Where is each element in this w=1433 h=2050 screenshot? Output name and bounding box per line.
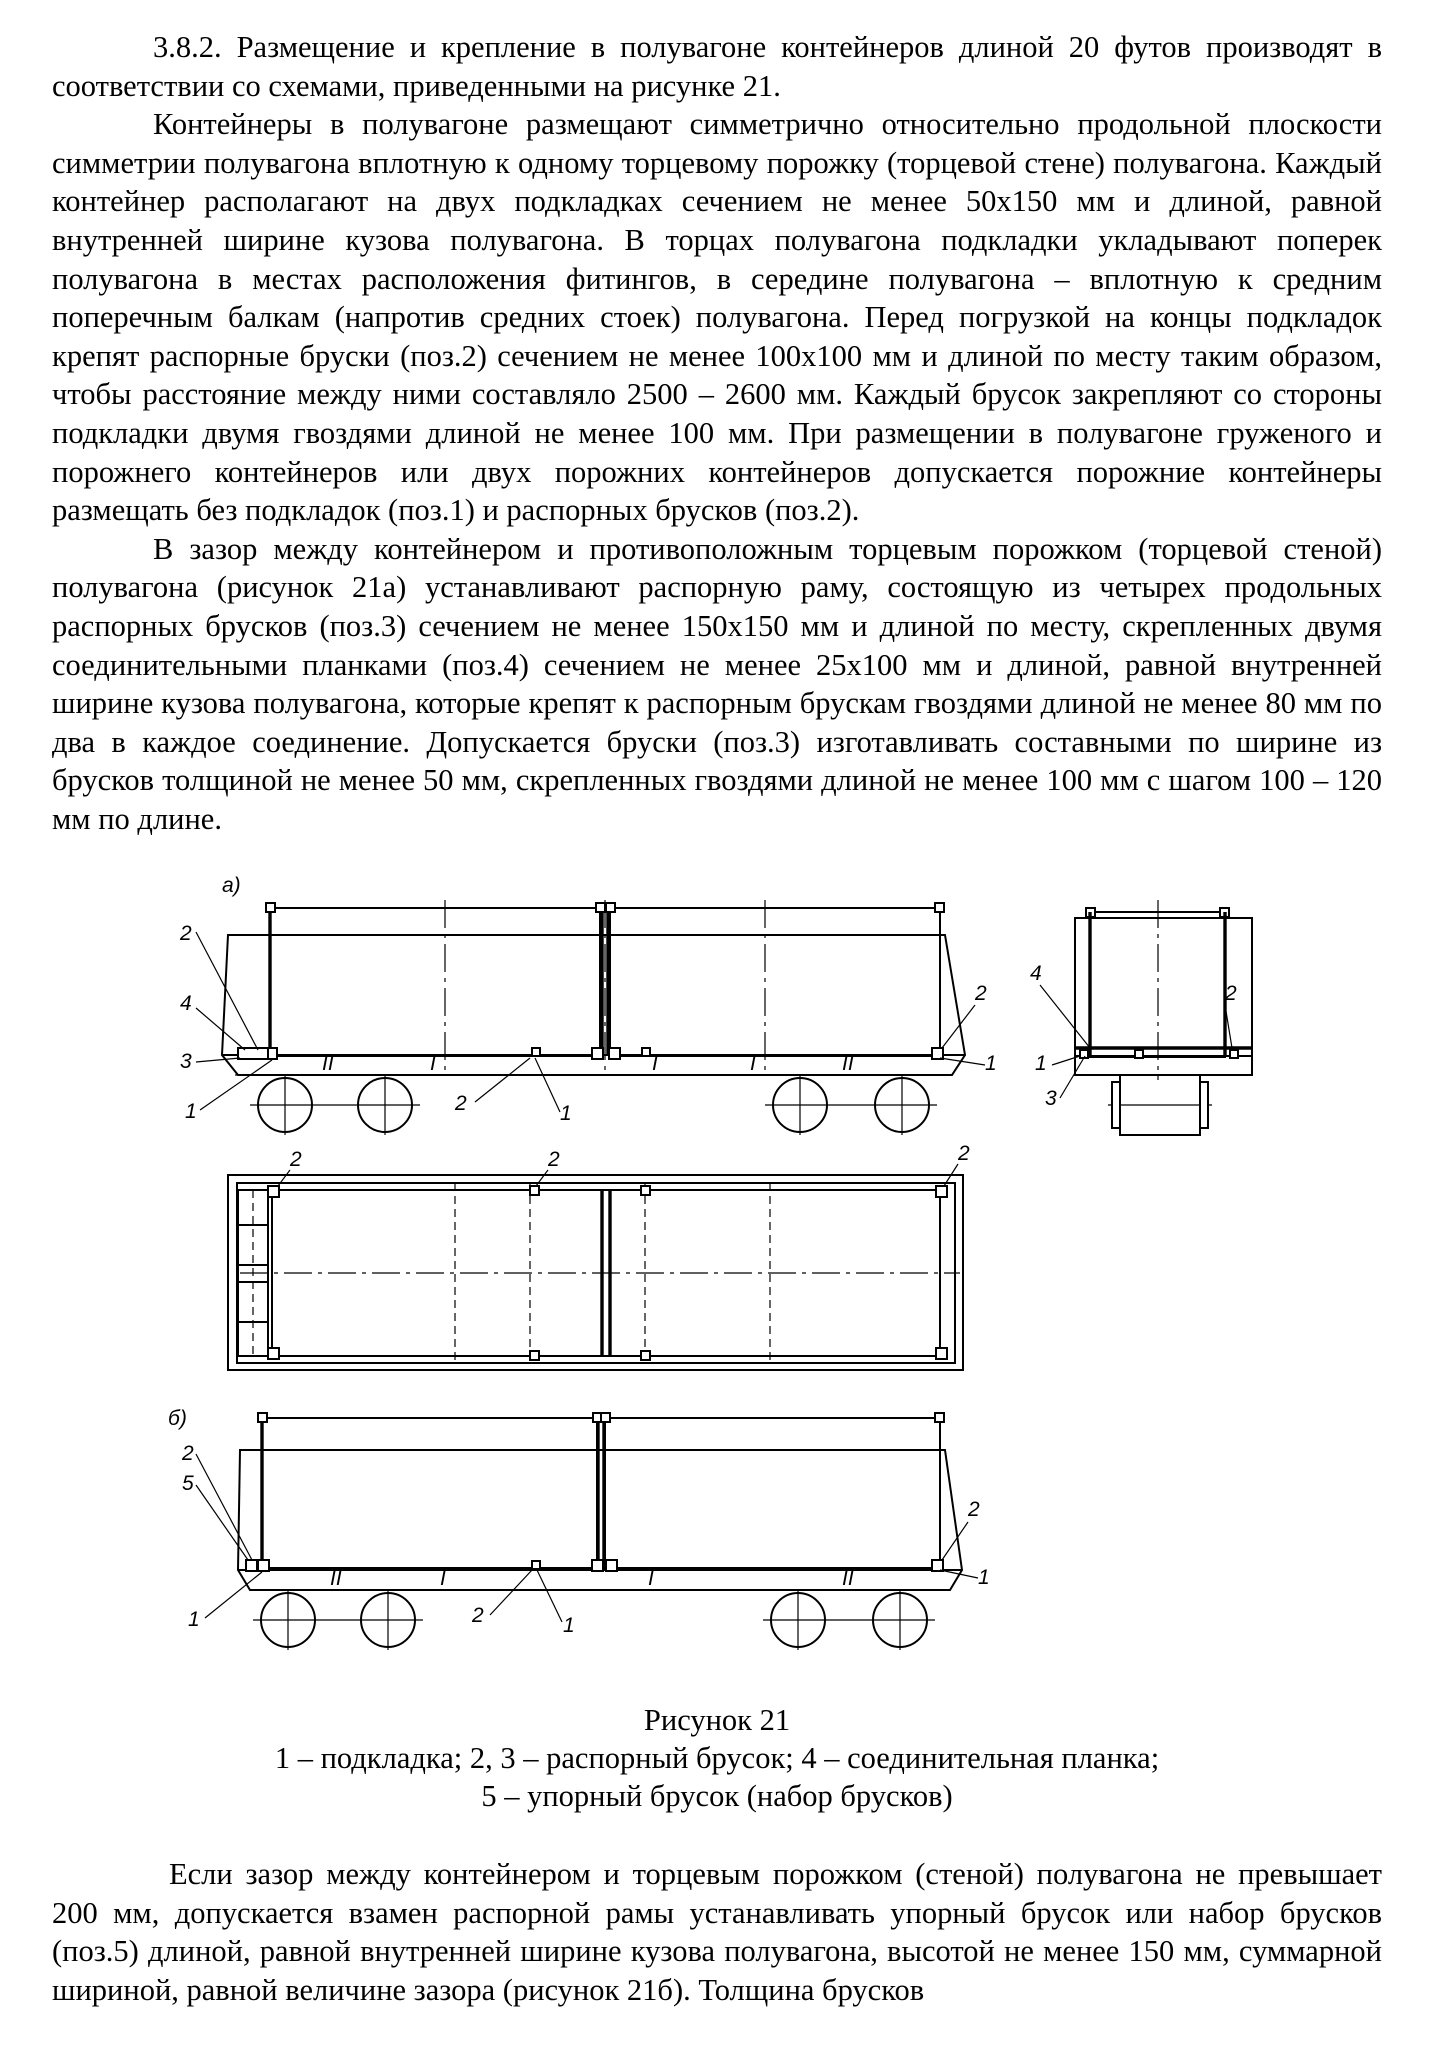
callout-d-2b: 2 <box>472 1604 484 1627</box>
callout-d-2c: 2 <box>968 1498 980 1521</box>
caption-line-2: 5 – упорный брусок (набор брусков) <box>481 1779 953 1813</box>
callout-b-4: 4 <box>1030 962 1042 985</box>
callout-a-1c: 1 <box>985 1052 997 1075</box>
paragraph-continuation: Если зазор между контейнером и торцевым порожком (стеной) полувагона не превышает 200 мм, допускается взамен распорной рамы устанавливать упорный брусок или набор брусков (поз.5) длиной, равной внутренней ширине кузова полувагона, высотой не менее 150 мм, суммарной шириной, равной величине зазора (рисунок 21б). Толщина брусков <box>52 1857 1382 2007</box>
mark-I-3: I <box>750 1052 756 1075</box>
section-text <box>52 28 1382 838</box>
continuation-text <box>52 1855 1382 2009</box>
callout-c-2b: 2 <box>548 1148 560 1171</box>
mark-b-I-2: I <box>648 1567 654 1590</box>
view-b-side <box>168 1407 990 1650</box>
callout-c-2c: 2 <box>958 1142 970 1165</box>
label-b: б) <box>168 1407 187 1430</box>
callout-d-1: 1 <box>188 1608 200 1631</box>
callout-b-1: 1 <box>1035 1052 1047 1075</box>
callout-d-5: 5 <box>182 1472 194 1495</box>
callout-a-1: 1 <box>185 1100 197 1123</box>
mark-II-left: II <box>322 1052 334 1075</box>
callout-a-3: 3 <box>180 1050 192 1073</box>
container-right <box>610 908 940 1056</box>
view-a-end <box>1030 900 1252 1135</box>
callout-d-1b: 1 <box>563 1614 575 1637</box>
mark-b-I-1: I <box>440 1567 446 1590</box>
view-a-side <box>179 874 997 1135</box>
figure-21-drawing <box>0 870 1433 1700</box>
callout-d-1c: 1 <box>978 1566 990 1589</box>
mark-I-2: I <box>652 1052 658 1075</box>
figure-caption <box>52 1701 1382 1815</box>
caption-line-1: 1 – подкладка; 2, 3 – распорный брусок; 4 – соединительная планка; <box>274 1741 1160 1775</box>
mark-II-right: II <box>842 1052 854 1075</box>
callout-a-2c: 2 <box>975 982 987 1005</box>
callout-d-2: 2 <box>182 1442 194 1465</box>
callout-b-3: 3 <box>1045 1087 1057 1110</box>
container-b-left <box>262 1418 597 1568</box>
container-left <box>270 908 600 1056</box>
container-b-right <box>605 1418 940 1568</box>
callout-a-2b: 2 <box>455 1092 467 1115</box>
view-a-plan <box>228 1142 970 1370</box>
callout-b-2: 2 <box>1225 982 1237 1005</box>
mark-I-1: I <box>430 1052 436 1075</box>
caption-title: Рисунок 21 <box>643 1703 791 1737</box>
callout-a-4: 4 <box>180 992 192 1015</box>
mark-b-II-right: II <box>842 1567 854 1590</box>
label-a: а) <box>222 874 241 897</box>
callout-a-1b: 1 <box>560 1102 572 1125</box>
callout-c-2a: 2 <box>290 1148 302 1171</box>
callout-a-2: 2 <box>180 922 192 945</box>
mark-b-II-left: II <box>330 1567 342 1590</box>
paragraph-heading: 3.8.2. Размещение и крепление в полувагоне контейнеров длиной 20 футов производят в соответствии со схемами, приведенными на рисунке 21. <box>52 30 1382 103</box>
paragraph-frame: В зазор между контейнером и противоположным торцевым порожком (торцевой стеной) полувагона (рисунок 21а) устанавливают распорную раму, состоящую из четырех продольных распорных брусков (поз.3) сечением не менее 150х150 мм и длиной по месту, скрепленных двумя соединительными планками (поз.4) сечением не менее 25х100 мм и длиной, равной внутренней ширине кузова полувагона, которые крепят к распорным брускам гвоздями длиной не менее 80 мм по два в каждое соединение. Допускается бруски (поз.3) изготавливать составными по ширине из брусков толщиной не менее 50 мм, скрепленных гвоздями длиной не менее 100 мм с шагом 100 – 120 мм по длине. <box>52 531 1382 836</box>
paragraph-placement: Контейнеры в полувагоне размещают симметрично относительно продольной плоскости симметрии полувагона вплотную к одному торцевому порожку (торцевой стене) полувагона. Каждый контейнер располагают на двух подкладках сечением не менее 50х150 мм и длиной, равной внутренней ширине кузова полувагона. В торцах полувагона подкладки укладывают поперек полувагона в местах расположения фитингов, в середине полувагона – вплотную к средним поперечным балкам (напротив средних стоек) полувагона. Перед погрузкой на концы подкладок крепят распорные бруски (поз.2) сечением не менее 100х100 мм и длиной по месту таким образом, чтобы расстояние между ними составляло 2500 – 2600 мм. Каждый брусок закрепляют со стороны подкладки двумя гвоздями длиной не менее 100 мм. При размещении в полувагоне груженого и порожнего контейнеров или двух порожних контейнеров допускается порожние контейнеры размещать без подкладок (поз.1) и распорных брусков (поз.2). <box>52 107 1382 528</box>
